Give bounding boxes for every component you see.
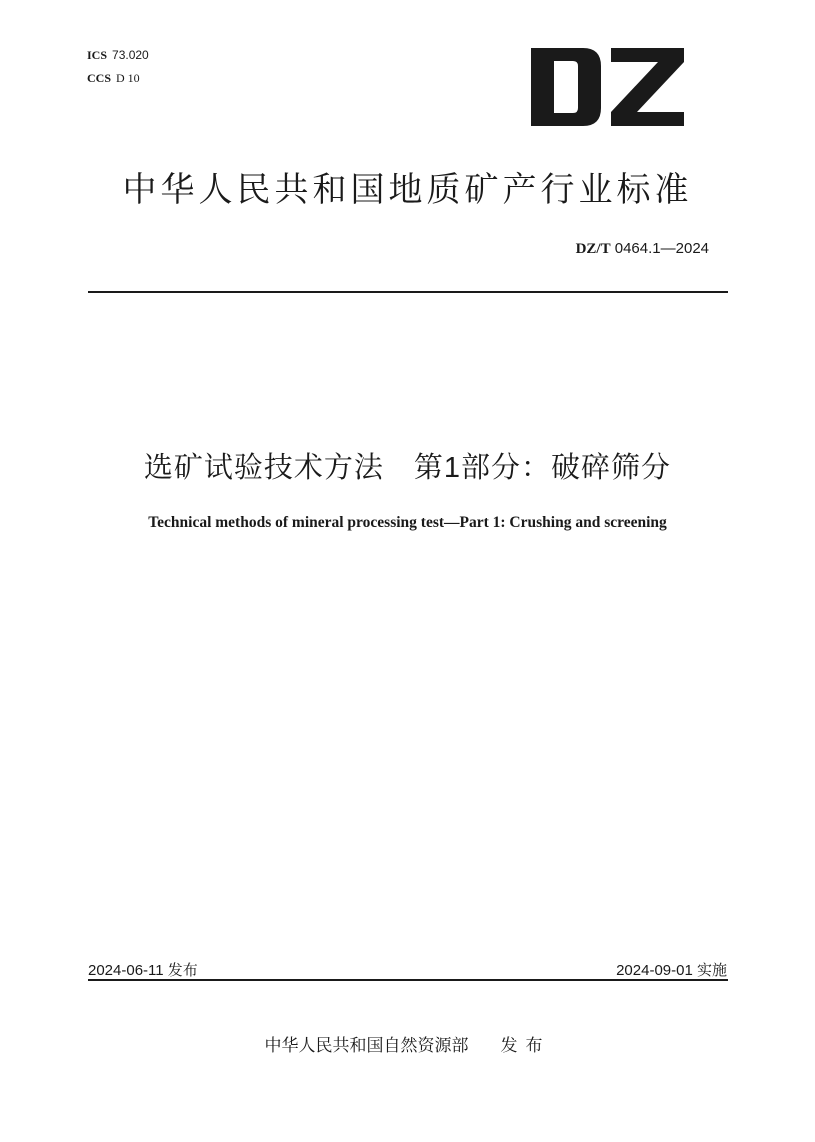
standard-number-prefix: DZ/T (575, 241, 611, 257)
ics-label: ICS (87, 48, 108, 62)
publisher-line (0, 1031, 815, 1056)
logo-letter-z (611, 48, 684, 126)
ics-code (87, 48, 149, 63)
standard-number-value: 0464.1—2024 (614, 240, 709, 257)
standard-number (576, 240, 709, 258)
publisher-action: 发布 (500, 1036, 551, 1055)
issue-date: 2024-06-11 发布 (88, 962, 198, 979)
dz-logo (531, 48, 684, 126)
document-title-en: Technical methods of mineral processing test—Part 1: Crushing and screening (148, 514, 667, 531)
publisher-name: 中华人民共和国自然资源部 (264, 1036, 469, 1055)
logo-letter-d (531, 48, 601, 126)
ccs-value: D 10 (116, 71, 140, 85)
ics-value: 73.020 (112, 48, 149, 62)
ccs-code (87, 71, 140, 86)
implementation-date: 2024-09-01 实施 (616, 962, 727, 979)
footer-divider (88, 979, 728, 981)
document-title-zh: 选矿试验技术方法 第1部分：破碎筛分 (143, 452, 672, 484)
ccs-label: CCS (87, 71, 112, 85)
header-divider (88, 291, 728, 293)
standard-type-heading: 中华人民共和国地质矿产行业标准 (122, 171, 693, 209)
